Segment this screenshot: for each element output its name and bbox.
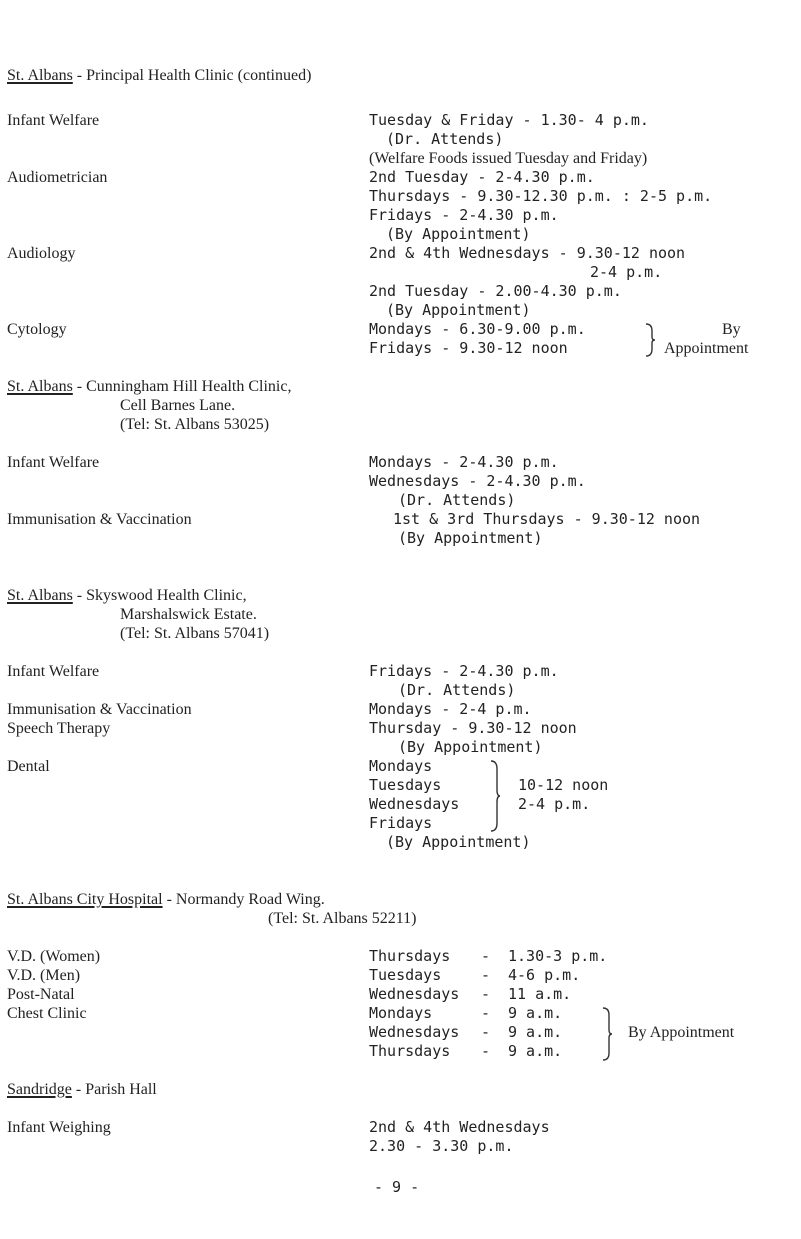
section3-immunisation-line-1: Mondays - 2-4 p.m. <box>369 700 532 718</box>
label-cytology: Cytology <box>7 321 67 338</box>
section5-hall: - Parish Hall <box>71 1081 157 1098</box>
audiology-line-4: (By Appointment) <box>386 301 531 319</box>
section4-day: Wednesdays <box>369 985 460 1003</box>
section2-immunisation-line-2: (By Appointment) <box>398 529 543 547</box>
section2-label-immunisation: Immunisation & Vaccination <box>7 511 192 528</box>
section2-address: Cell Barnes Lane. <box>120 397 236 414</box>
section5-line-1: 2nd & 4th Wednesdays <box>369 1118 550 1136</box>
infant-welfare-dr: (Dr. Attends) <box>386 130 504 148</box>
label-audiometrician: Audiometrician <box>7 169 108 186</box>
section4-wing: - Normandy Road Wing. <box>162 891 325 908</box>
section4-place: St. Albans City Hospital <box>7 891 163 908</box>
welfare-foods-note: (Welfare Foods issued Tuesday and Friday) <box>369 150 648 167</box>
section3-label-infant: Infant Welfare <box>7 663 100 680</box>
section4-by-appointment: By Appointment <box>628 1024 735 1041</box>
section4-day: Thursdays <box>369 1042 451 1060</box>
label-audiology: Audiology <box>7 245 76 262</box>
audiology-line-2: 2-4 p.m. <box>590 263 663 281</box>
section4-day: Wednesdays <box>369 1023 460 1041</box>
section4-time: 9 a.m. <box>508 1042 563 1060</box>
section2-infant-line-2: Wednesdays - 2-4.30 p.m. <box>369 472 586 490</box>
audiometrician-line-4: (By Appointment) <box>386 225 531 243</box>
section4-label: V.D. (Men) <box>7 967 81 984</box>
cytology-by: By <box>722 321 741 338</box>
heading-place: St. Albans <box>7 67 73 84</box>
audiology-line-1: 2nd & 4th Wednesdays - 9.30-12 noon <box>369 244 686 262</box>
dental-time-2: 2-4 p.m. <box>518 795 591 813</box>
section5-line-2: 2.30 - 3.30 p.m. <box>369 1137 514 1155</box>
section5-label: Infant Weighing <box>7 1119 111 1136</box>
section5-heading <box>7 1080 157 1099</box>
section2-infant-line-3: (Dr. Attends) <box>398 491 516 509</box>
section4-dash: - <box>481 947 491 965</box>
dental-appointment: (By Appointment) <box>386 833 531 851</box>
dental-day: Tuesdays <box>369 776 442 794</box>
label-infant-welfare: Infant Welfare <box>7 112 100 129</box>
section4-label: V.D. (Women) <box>7 948 101 965</box>
heading-rest: - Principal Health Clinic (continued) <box>72 67 312 84</box>
audiometrician-line-1: 2nd Tuesday - 2-4.30 p.m. <box>369 168 595 186</box>
dental-day: Wednesdays <box>369 795 460 813</box>
section2-immunisation-line-1: 1st & 3rd Thursdays - 9.30-12 noon <box>393 510 701 528</box>
section4-day: Thursdays <box>369 947 451 965</box>
section4-time: 1.30-3 p.m. <box>508 947 608 965</box>
chest-clinic-brace <box>600 1006 614 1062</box>
section4-time: 4-6 p.m. <box>508 966 581 984</box>
page-number: - 9 - <box>374 1178 420 1196</box>
section4-day: Tuesdays <box>369 966 442 984</box>
section4-label: Chest Clinic <box>7 1005 87 1022</box>
section2-infant-line-1: Mondays - 2-4.30 p.m. <box>369 453 559 471</box>
section4-label: Post-Natal <box>7 986 75 1003</box>
section3-infant-line-2: (Dr. Attends) <box>398 681 516 699</box>
section2-place: St. Albans <box>7 378 73 395</box>
section2-heading <box>7 377 291 396</box>
section3-place: St. Albans <box>7 587 73 604</box>
section3-label-speech: Speech Therapy <box>7 720 111 737</box>
section4-time: 11 a.m. <box>508 985 572 1003</box>
section5-place: Sandridge <box>7 1081 72 1098</box>
section4-time: 9 a.m. <box>508 1023 563 1041</box>
section4-dash: - <box>481 1023 491 1041</box>
section3-tel: (Tel: St. Albans 57041) <box>120 625 270 642</box>
section2-tel: (Tel: St. Albans 53025) <box>120 416 270 433</box>
dental-day: Fridays <box>369 814 433 832</box>
section3-speech-line-2: (By Appointment) <box>398 738 543 756</box>
dental-brace <box>488 759 502 833</box>
section3-label-immunisation: Immunisation & Vaccination <box>7 701 192 718</box>
section4-heading <box>7 890 325 909</box>
dental-day: Mondays <box>369 757 433 775</box>
dental-time-1: 10-12 noon <box>518 776 609 794</box>
section3-infant-line-1: Fridays - 2-4.30 p.m. <box>369 662 559 680</box>
section4-dash: - <box>481 1004 491 1022</box>
section4-dash: - <box>481 985 491 1003</box>
section4-dash: - <box>481 966 491 984</box>
infant-welfare-time: Tuesday & Friday - 1.30- 4 p.m. <box>369 111 649 129</box>
section2-clinic: - Cunningham Hill Health Clinic, <box>72 378 292 395</box>
section2-label-infant: Infant Welfare <box>7 454 100 471</box>
audiology-line-3: 2nd Tuesday - 2.00-4.30 p.m. <box>369 282 622 300</box>
section4-day: Mondays <box>369 1004 433 1022</box>
section3-speech-line-1: Thursday - 9.30-12 noon <box>369 719 577 737</box>
section4-tel: (Tel: St. Albans 52211) <box>268 910 417 927</box>
cytology-line-1: Mondays - 6.30-9.00 p.m. <box>369 320 586 338</box>
section4-dash: - <box>481 1042 491 1060</box>
section3-clinic: - Skyswood Health Clinic, <box>72 587 247 604</box>
audiometrician-line-2: Thursdays - 9.30-12.30 p.m. : 2-5 p.m. <box>369 187 713 205</box>
section3-address: Marshalswick Estate. <box>120 606 257 623</box>
section3-heading <box>7 586 247 605</box>
section3-label-dental: Dental <box>7 758 50 775</box>
cytology-line-2: Fridays - 9.30-12 noon <box>369 339 568 357</box>
page-heading <box>7 66 311 85</box>
cytology-appointment: Appointment <box>664 340 749 357</box>
section4-time: 9 a.m. <box>508 1004 563 1022</box>
cytology-brace <box>643 322 657 358</box>
audiometrician-line-3: Fridays - 2-4.30 p.m. <box>369 206 559 224</box>
